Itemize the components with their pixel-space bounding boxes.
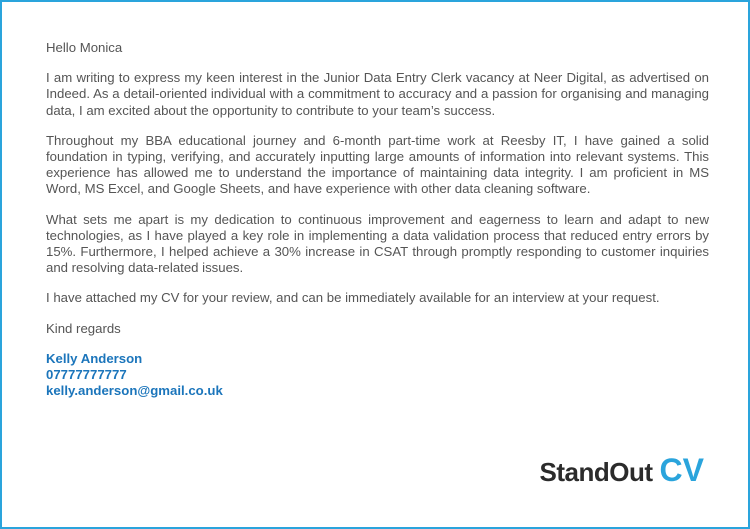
signature-phone: 07777777777 xyxy=(46,367,127,383)
standout-cv-logo xyxy=(540,452,704,489)
cover-letter xyxy=(46,40,709,399)
closing: Kind regards xyxy=(46,320,121,336)
paragraph-interest: I am writing to express my keen interest in the Junior Data Entry Clerk vacancy at Neer Digital, as advertised on Indeed. As a detail-oriented individual with a commitment to accuracy and a passion for organising and managing data, I am excited about the opportunity to contribute to your team’s success. xyxy=(46,70,709,118)
signature-name: Kelly Anderson xyxy=(46,350,143,366)
logo-word: StandOut xyxy=(539,457,653,487)
greeting: Hello Monica xyxy=(46,40,123,55)
logo-cv: CV xyxy=(659,452,704,488)
signature-email: kelly.anderson@gmail.co.uk xyxy=(46,383,223,399)
signature-block xyxy=(46,351,709,400)
paragraph-experience: Throughout my BBA educational journey and 6-month part-time work at Reesby IT, I have gained a solid foundation in typing, verifying, and accurately inputting large amounts of information into relevant systems. This experience has allowed me to understand the importance of maintaining data integrity. I am proficient in MS Word, MS Excel, and Google Sheets, and have experience with other data cleaning software. xyxy=(46,132,709,197)
paragraph-strengths: What sets me apart is my dedication to continuous improvement and eagerness to learn and adapt to new technologies, as I have played a key role in implementing a data validation process that reduced entry errors by 15%. Furthermore, I helped achieve a 30% increase in CSAT through promptly responding to customer inquiries and resolving data-related issues. xyxy=(46,211,709,276)
paragraph-cv-attached: I have attached my CV for your review, and can be immediately available for an interview at your request. xyxy=(46,290,660,306)
